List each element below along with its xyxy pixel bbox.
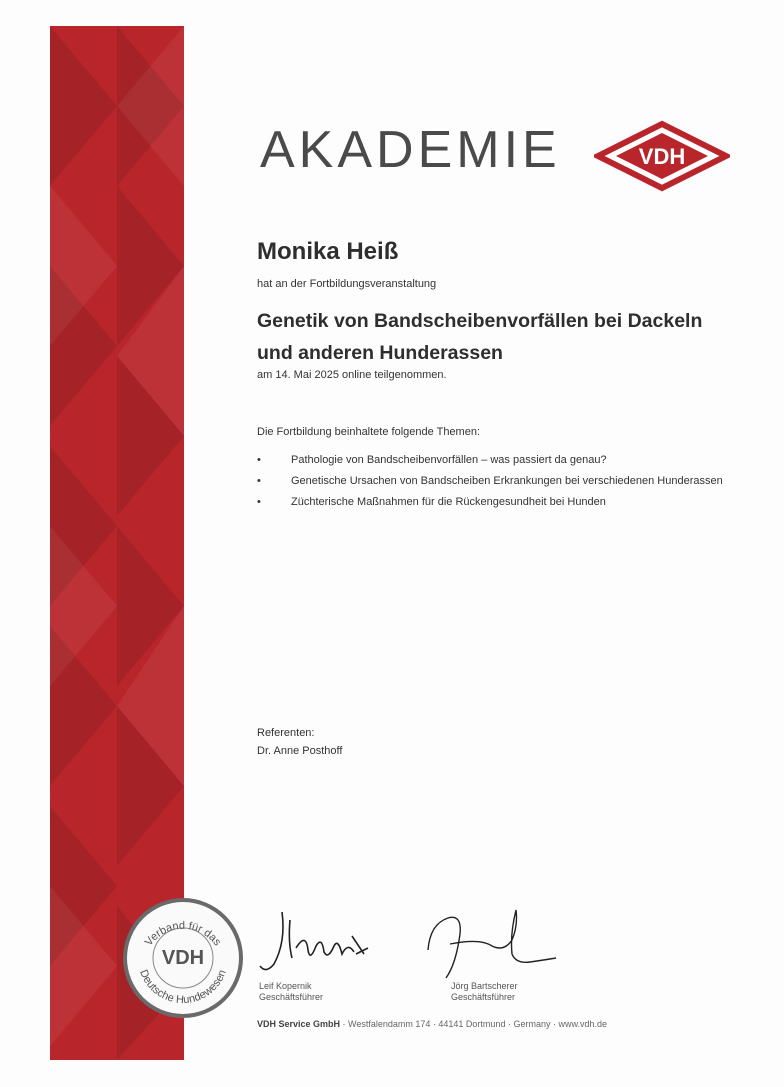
speakers-label: Referenten: [257,727,315,739]
signer-name: Leif Kopernik [259,981,312,991]
list-item [257,473,727,489]
signature-kopernik [252,902,372,987]
speaker-name: Dr. Anne Posthoff [257,745,343,757]
topic-text: Genetische Ursachen von Bandscheiben Erkrankungen bei verschiedenen Hunderassen [291,475,723,487]
vdh-logo-text: VDH [638,144,686,169]
list-item [257,452,727,468]
signature-bartscherer [420,904,560,989]
topics-intro: Die Fortbildung beinhaltete folgende Themen: [257,426,481,438]
bullet: • [257,475,261,487]
signer-role: Geschäftsführer [259,992,324,1002]
list-item [257,494,727,510]
signer-name: Jörg Bartscherer [451,981,518,991]
signature-caption-2 [451,981,518,1003]
seal-center-text: VDH [161,947,205,969]
signer-role: Geschäftsführer [451,992,516,1002]
bullet: • [257,454,261,466]
vdh-logo [594,120,730,197]
topic-text: Pathologie von Bandscheibenvorfällen – was passiert da genau? [291,454,607,466]
recipient-name: Monika Heiß [257,238,399,265]
topic-text: Züchterische Maßnahmen für die Rückengesundheit bei Hunden [291,496,606,508]
course-title: Genetik von Bandscheibenvorfällen bei Dackeln und anderen Hunderassen [257,310,703,364]
seal-top-text: Verband für das [142,919,224,949]
bullet: • [257,496,261,508]
seal-bottom-text: Deutsche Hundewesen [137,968,229,1007]
vdh-seal [122,894,244,1029]
footer-address: · Westfalendamm 174 · 44141 Dortmund · Germany · www.vdh.de [340,1019,607,1029]
topics-list [257,452,727,515]
signature-caption-1 [259,981,323,1003]
intro-text: hat an der Fortbildungsveranstaltung [257,278,437,290]
footer [257,1019,607,1029]
footer-company: VDH Service GmbH [257,1019,341,1029]
akademie-wordmark: AKADEMIE [260,121,561,179]
date-line: am 14. Mai 2025 online teilgenommen. [257,369,447,381]
